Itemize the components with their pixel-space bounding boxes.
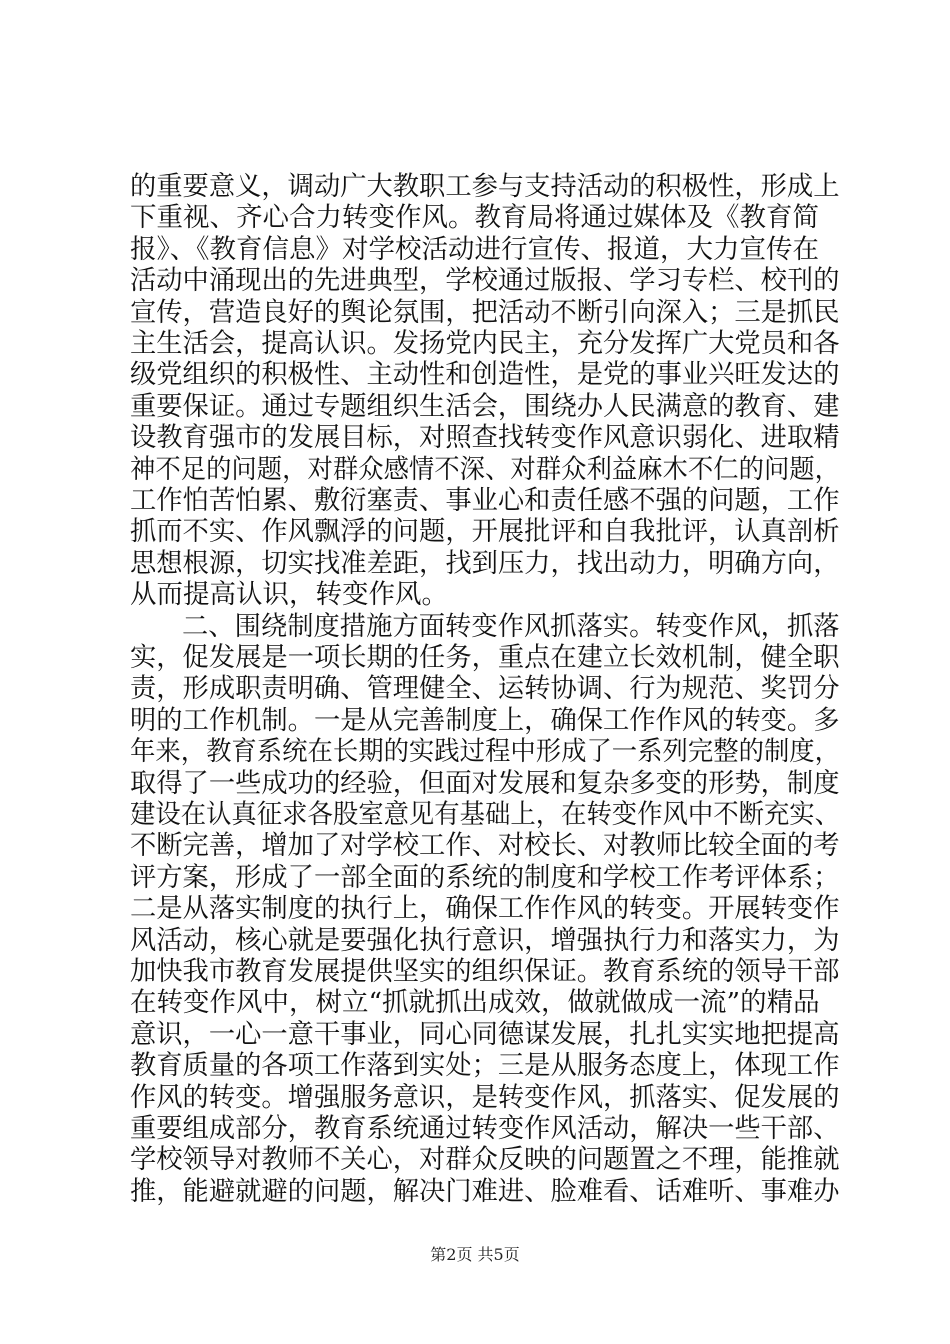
text-line: 风活动，核心就是要强化执行意识，增强执行力和落实力，为: [130, 924, 840, 956]
text-line: 建设在认真征求各股室意见有基础上，在转变作风中不断充实、: [130, 799, 841, 830]
text-line: 推，能避就避的问题，解决门难进、脸难看、话难听、事难办: [130, 1175, 840, 1207]
text-line: 从而提高认识，转变作风。: [130, 579, 448, 611]
text-line: 二是从落实制度的执行上，确保工作作风的转变。开展转变作: [130, 893, 840, 925]
text-line: 实，促发展是一项长期的任务，重点在建立长效机制，健全职: [130, 642, 840, 673]
text-line: 设教育强市的发展目标，对照查找转变作风意识弱化、进取精: [130, 422, 840, 454]
text-line: 意识，一心一意干事业，同心同德谋发展，扎扎实实地把提高: [130, 1018, 840, 1050]
text-line: 活动中涌现出的先进典型，学校通过版报、学习专栏、校刊的: [130, 265, 840, 297]
text-line: 不断完善，增加了对学校工作、对校长、对教师比较全面的考: [130, 830, 840, 862]
text-line: 加快我市教育发展提供坚实的组织保证。教育系统的领导干部: [130, 956, 840, 987]
text-line: 评方案，形成了一部全面的系统的制度和学校工作考评体系；: [130, 861, 840, 893]
text-line: 重要组成部分，教育系统通过转变作风活动，解决一些干部、: [130, 1113, 840, 1144]
text-line: 神不足的问题，对群众感情不深、对群众利益麻木不仁的问题，: [130, 453, 841, 485]
text-line: 教育质量的各项工作落到实处；三是从服务态度上，体现工作: [130, 1050, 840, 1082]
text-line: 作风的转变。增强服务意识，是转变作风，抓落实、促发展的: [130, 1081, 840, 1113]
text-line: 学校领导对教师不关心，对群众反映的问题置之不理，能推就: [130, 1144, 840, 1176]
text-line: 工作怕苦怕累、敷衍塞责、事业心和责任感不强的问题，工作: [130, 485, 840, 516]
text-line: 取得了一些成功的经验，但面对发展和复杂多变的形势，制度: [130, 767, 840, 799]
text-line: 重要保证。通过专题组织生活会，围绕办人民满意的教育、建: [130, 390, 840, 422]
paragraph-start-line: 二、围绕制度措施方面转变作风抓落实。转变作风，抓落: [182, 610, 840, 642]
text-line: 在转变作风中，树立“抓就抓出成效，做就做成一流”的精品: [130, 987, 820, 1019]
text-line: 责，形成职责明确、管理健全、运转协调、行为规范、奖罚分: [130, 673, 840, 705]
text-line: 下重视、齐心合力转变作风。教育局将通过媒体及《教育简: [130, 202, 819, 234]
text-line: 宣传，营造良好的舆论氛围，把活动不断引向深入；三是抓民: [130, 296, 840, 328]
text-line: 级党组织的积极性、主动性和创造性，是党的事业兴旺发达的: [130, 359, 840, 391]
text-line: 年来，教育系统在长期的实践过程中形成了一系列完整的制度，: [130, 736, 841, 768]
text-line: 抓而不实、作风飘浮的问题，开展批评和自我批评，认真剖析: [130, 516, 840, 548]
text-line: 的重要意义，调动广大教职工参与支持活动的积极性，形成上: [130, 171, 840, 202]
text-line: 思想根源，切实找准差距，找到压力，找出动力，明确方向，: [130, 547, 840, 579]
page-number-footer: 第2页 共5页: [430, 1245, 520, 1264]
text-line: 明的工作机制。一是从完善制度上，确保工作作风的转变。多: [130, 704, 840, 736]
text-line: 报》、《教育信息》对学校活动进行宣传、报道，大力宣传在: [130, 233, 819, 265]
text-line: 主生活会，提高认识。发扬党内民主，充分发挥广大党员和各: [130, 328, 840, 359]
